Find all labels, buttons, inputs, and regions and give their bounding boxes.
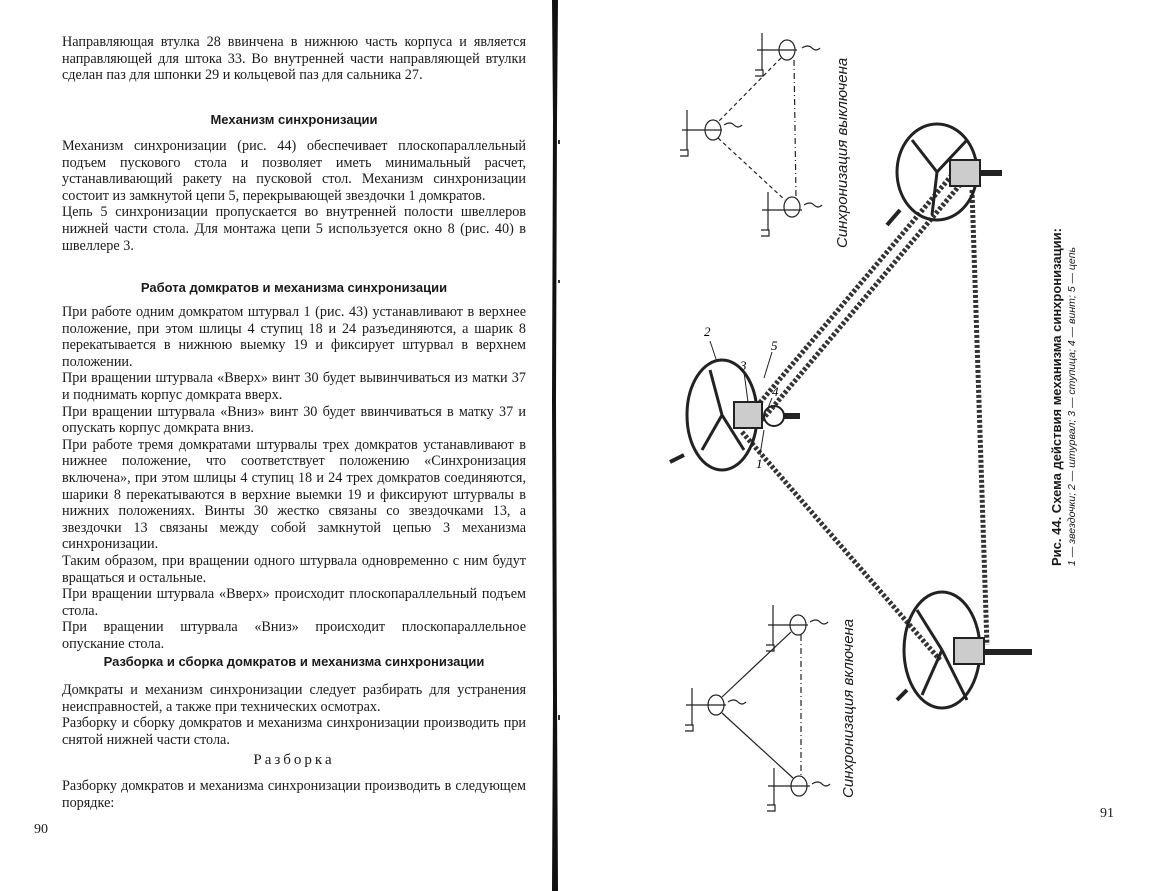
page-number-left: 90 xyxy=(34,822,48,837)
paragraph: При работе одним домкратом штурвал 1 (рис. 43) устанавливают в верхнее положение, при этом шлицы 4 ступиц 18 и 24 разъединяются, а шарик 8 перекатывается в нижнюю выемку 19 и фиксирует штурвал в верхнем положении. xyxy=(62,304,526,370)
paragraph: При вращении штурвала «Вверх» происходит плоскопараллельный подъем стола. xyxy=(62,586,526,619)
paragraph: Цепь 5 синхронизации пропускается во внутренней полости швеллеров нижней части стола. Для монтажа цепи 5 используется окно 8 (рис. 40) в швеллере 3. xyxy=(62,204,526,254)
paragraph: Таким образом, при вращении одного штурвала одновременно с ним будут вращаться и остальные. xyxy=(62,552,526,586)
paragraph: Домкраты и механизм синхронизации следует разбирать для устранения неисправностей, а также при технических осмотрах. xyxy=(62,682,526,715)
paragraph: При вращении штурвала «Вверх» винт 30 будет вывинчиваться из матки 37 и поднимать корпус домкрата вверх. xyxy=(62,370,526,403)
callout-4: 4 xyxy=(772,384,779,399)
callout-3: 3 xyxy=(740,358,747,373)
left-page xyxy=(0,0,560,891)
text-column xyxy=(62,34,526,84)
figure-caption-title: Рис. 44. Схема действия механизма синхронизации: xyxy=(1049,228,1064,566)
callout-2: 2 xyxy=(704,324,711,339)
callout-5: 5 xyxy=(771,338,778,353)
paragraph: Разборку и сборку домкратов и механизма синхронизации производить при снятой нижней части стола. xyxy=(62,715,526,748)
paragraph: Механизм синхронизации (рис. 44) обеспечивает плоскопараллельный подъем пускового стола и позволяет иметь минимальный расчет, устанавливающий ракету на пусковой стол. Механизм синхронизации состоит из замкнутой цепи 5, перекрывающей звездочки 1 домкратов. xyxy=(62,138,526,204)
handwheel-top-right xyxy=(887,124,1002,225)
paragraph: Разборку домкратов и механизма синхронизации производить в следующем порядке: xyxy=(62,778,526,811)
section-heading: Разборка и сборка домкратов и механизма синхронизации xyxy=(103,654,485,669)
label-sync-on: Синхронизация включена xyxy=(840,618,857,798)
small-schema-top xyxy=(680,33,822,236)
subsection-heading: Разборка xyxy=(253,752,335,768)
handwheel-bottom-right xyxy=(897,592,1032,708)
paragraph: При вращении штурвала «Вниз» винт 30 будет ввинчиваться в матку 37 и опускать корпус домкрата вниз. xyxy=(62,403,526,437)
figure-caption-legend: 1 — звездочки; 2 — штурвал; 3 — ступица; 4 — винт; 5 — цепь xyxy=(1066,246,1078,566)
right-page xyxy=(572,0,1167,891)
section-heading: Механизм синхронизации xyxy=(210,112,378,127)
section-heading: Работа домкратов и механизма синхронизации xyxy=(140,280,448,295)
small-schema-bottom xyxy=(685,605,830,811)
paragraph: Направляющая втулка 28 ввинчена в нижнюю часть корпуса и является направляющей для штока 33. Во внутренней части направляющей втулки сделан паз для шпонки 29 и кольцевой паз для сальника 27. xyxy=(62,34,526,84)
label-sync-off: Синхронизация выключена xyxy=(834,57,851,248)
paragraph: При вращении штурвала «Вниз» происходит плоскопараллельное опускание стола. xyxy=(62,619,526,652)
page-number-right: 91 xyxy=(1100,806,1114,821)
book-spine-shadow xyxy=(548,0,562,891)
callout-1: 1 xyxy=(756,456,763,471)
handwheel-left xyxy=(670,360,800,470)
chain-triangle xyxy=(742,175,987,660)
paragraph: При работе тремя домкратами штурвалы трех домкратов устанавливают в нижнее положение, что соответствует положению «Синхронизация включена», при этом шлицы 4 ступиц 18 и 24 трех домкратов соединяются, шарики 8 перекатываются в верхние выемки 19 и фиксируют штурвалы в нижних положениях. Винты 30 жестко связаны со звездочками 13, а звездочки 13 связаны между собой замкнутой цепью 3 механизма синхронизации. xyxy=(62,436,526,553)
